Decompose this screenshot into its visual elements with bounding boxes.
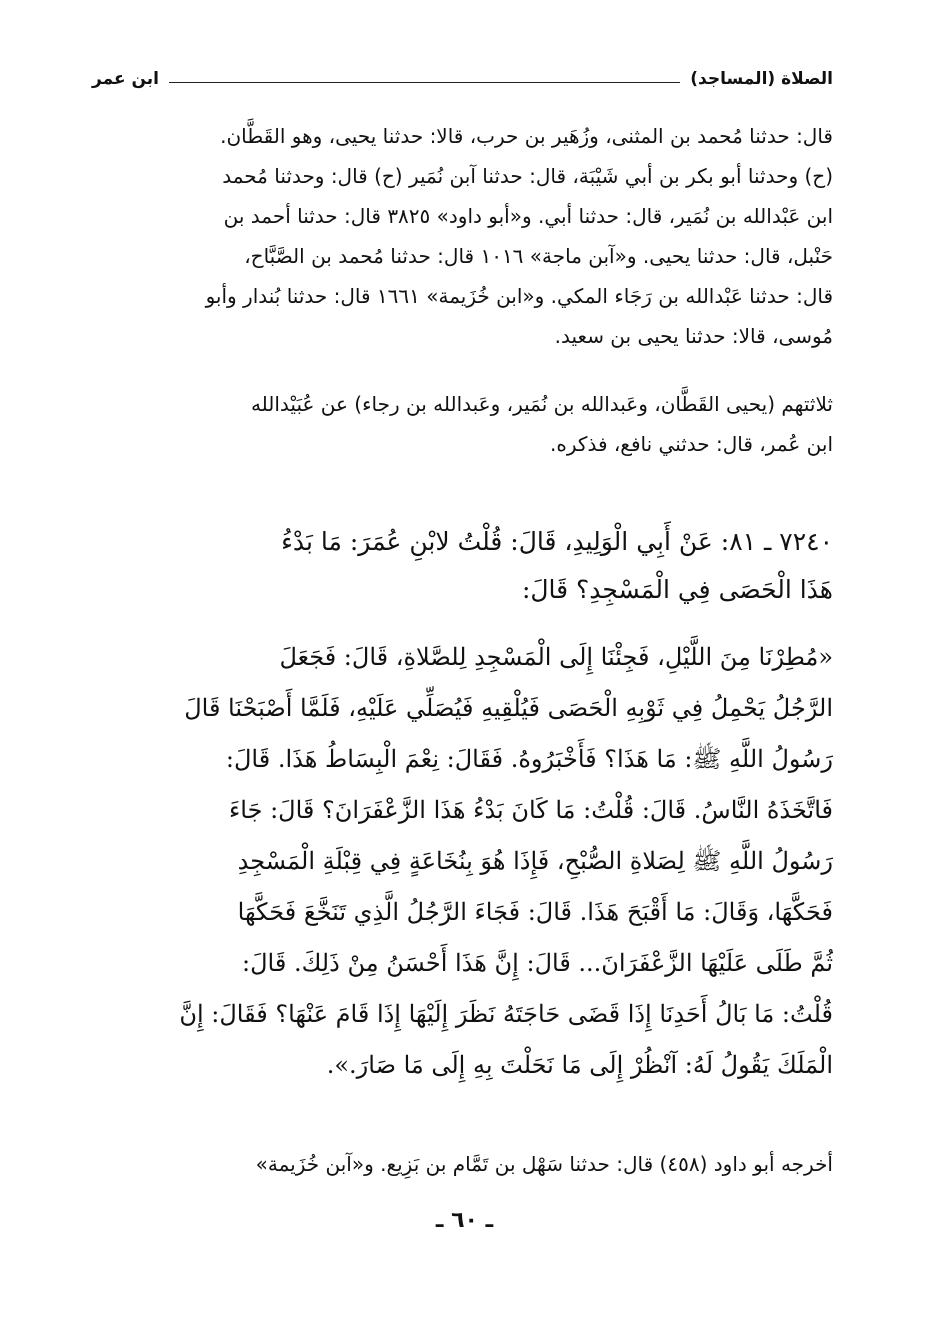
summary-line: ابن عُمر، قال: حدثني نافع، فذكره.	[550, 432, 833, 456]
hadith-line: الْمَلَكَ يَقُولُ لَهُ: آنْظُرْ إِلَى مَا نَحَلْتَ بِهِ إِلَى مَا صَارَ.».	[326, 1051, 833, 1079]
takhrij-line: أخرجه أبو داود (٤٥٨) قال: حدثنا سَهْل بن تَمَّام بن بَزِيع. و«آبن خُزَيمة»	[255, 1152, 833, 1176]
page-header	[92, 64, 833, 94]
hadith-line: رَسُولُ اللَّهِ ﷺ: مَا هَذَا؟ فَأَخْبَرُوهُ. فَقَالَ: نِعْمَ الْبِسَاطُ هَذَا. قَالَ:	[225, 745, 833, 773]
section-title: الصلاة (المساجد)	[690, 69, 833, 89]
isnad-summary	[88, 384, 833, 464]
hadith-text	[88, 632, 833, 1091]
narration-line: (ح) وحدثنا أبو بكر بن أبي شَيْبَة، قال: حدثنا آبن نُمَير (ح) قال: وحدثنا مُحمد	[222, 164, 833, 188]
hadith-line: الرَّجُلُ يَحْمِلُ فِي ثَوْبِهِ الْحَصَى فَيُلْقِيهِ فَيُصَلِّي عَلَيْهِ، فَلَمَّا أَصْبَحْنَا قَالَ	[184, 694, 833, 722]
hadith-line: فَحَكَّهَا، وَقَالَ: مَا أَقْبَحَ هَذَا. قَالَ: فَجَاءَ الرَّجُلُ الَّذِي تَنَخَّعَ فَحَكَّهَا	[237, 898, 833, 926]
narration-line: قال: حدثنا مُحمد بن المثنى، وزُهَير بن حرب، قالا: حدثنا يحيى، وهو القَطَّان.	[220, 124, 833, 148]
narration-line: قال: حدثنا عَبْدالله بن رَجَاء المكي. و«ابن خُزَيمة» ١٦٦١ قال: حدثنا بُندار وأبو	[205, 284, 833, 308]
hadith-heading-line: ٧٢٤٠ ـ ٨١: عَنْ أَبِي الْوَلِيدِ، قَالَ: قُلْتُ لابْنِ عُمَرَ: مَا بَدْءُ	[281, 527, 833, 556]
takhrij-note	[88, 1144, 833, 1184]
page-number: ـ ٦٠ ـ	[435, 1208, 494, 1233]
narration-line: ابن عَبْدالله بن نُمَير، قال: حدثنا أبي. و«أبو داود» ٣٨٢٥ قال: حدثنا أحمد بن	[223, 204, 833, 228]
hadith-line: رَسُولُ اللَّهِ ﷺ لِصَلاةِ الصُّبْحِ، فَإِذَا هُوَ بِنُخَاعَةٍ فِي قِبْلَةِ الْمَسْجِدِ	[237, 847, 833, 875]
header-rule	[169, 82, 680, 83]
hadith-heading-line: هَذَا الْحَصَى فِي الْمَسْجِدِ؟ قَالَ:	[521, 575, 833, 604]
hadith-line: قُلْتُ: مَا بَالُ أَحَدِنَا إِذَا قَضَى حَاجَتَهُ نَظَرَ إِلَيْهَا إِذَا قَامَ عَنْهَا؟ فَقَالَ: إِنَّ	[179, 1000, 833, 1028]
isnad-narration	[88, 116, 833, 356]
narration-line: حَنْبل، قال: حدثنا يحيى. و«آبن ماجة» ١٠١٦ قال: حدثنا مُحمد بن الصَّبَّاح،	[244, 244, 833, 268]
hadith-heading	[88, 518, 833, 614]
running-author: ابن عمر	[92, 69, 160, 89]
summary-line: ثلاثتهم (يحيى القَطَّان، وعَبدالله بن نُمَير، وعَبدالله بن رجاء) عن عُبَيْدالله	[250, 392, 833, 416]
hadith-line: «مُطِرْنَا مِنَ اللَّيْلِ، فَجِئْنَا إِلَى الْمَسْجِدِ لِلصَّلاةِ، قَالَ: فَجَعَلَ	[279, 643, 833, 671]
hadith-line: ثُمَّ طَلَى عَلَيْهَا الزَّعْفَرَانَ... قَالَ: إِنَّ هَذَا أَحْسَنُ مِنْ ذَلِكَ. قَالَ:	[242, 949, 833, 977]
hadith-line: فَاتَّخَذَهُ النَّاسُ. قَالَ: قُلْتُ: مَا كَانَ بَدْءُ هَذَا الزَّعْفَرَانَ؟ قَالَ: جَاءَ	[229, 796, 833, 824]
narration-line: مُوسى، قالا: حدثنا يحيى بن سعيد.	[554, 324, 833, 348]
